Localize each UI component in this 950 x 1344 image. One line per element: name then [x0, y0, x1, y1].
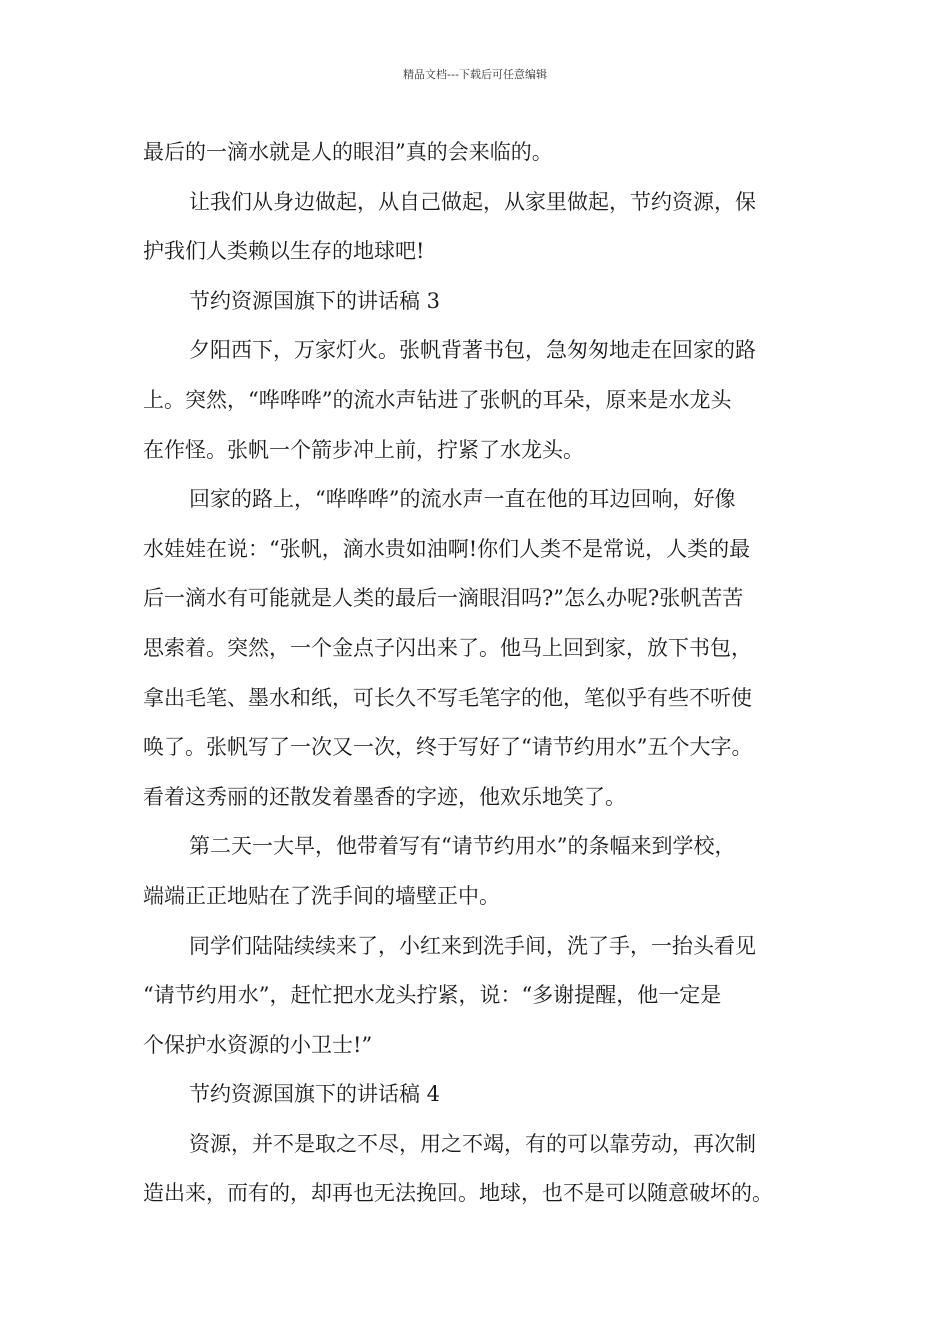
- text-line: 让我们从身边做起，从自己做起，从家里做起，节约资源，保: [189, 189, 756, 214]
- text-line: 第二天一大早，他带着写有“请节约用水”的条幅来到学校，: [189, 834, 736, 859]
- text-line: 拿出毛笔、墨水和纸，可长久不写毛笔字的他，笔似乎有些不听使: [143, 685, 752, 710]
- text-line: 护我们人类赖以生存的地球吧!: [143, 239, 425, 264]
- text-line: 同学们陆陆续续来了，小红来到洗手间，洗了手，一抬头看见: [189, 933, 756, 958]
- text-line: 回家的路上，“哗哗哗”的流水声一直在他的耳边回响，好像: [189, 487, 736, 512]
- text-line: 看着这秀丽的还散发着墨香的字迹，他欢乐地笑了。: [143, 784, 626, 809]
- document-body: [143, 128, 823, 1219]
- text-line: 夕阳西下，万家灯火。张帆背著书包，急匆匆地走在回家的路: [189, 338, 756, 363]
- section-heading: 节约资源国旗下的讲话稿 3: [189, 288, 441, 313]
- text-line: 唤了。张帆写了一次又一次，终于写好了“请节约用水”五个大字。: [143, 735, 753, 760]
- page-header: 精品文档---下载后可任意编辑: [403, 68, 547, 81]
- text-line: 思索着。突然，一个金点子闪出来了。他马上回到家，放下书包，: [143, 635, 752, 660]
- text-line: 最后的一滴水就是人的眼泪”真的会来临的。: [143, 140, 553, 164]
- text-line: 端端正正地贴在了洗手间的墙壁正中。: [143, 883, 500, 908]
- text-line: “请节约用水”，赶忙把水龙头拧紧，说：“多谢提醒，他一定是: [143, 983, 722, 1008]
- text-line: 后一滴水有可能就是人类的最后一滴眼泪吗?”怎么办呢?张帆苦苦: [143, 586, 744, 611]
- text-line: 上。突然，“哗哗哗”的流水声钻进了张帆的耳朵，原来是水龙头: [143, 387, 732, 412]
- section-heading: 节约资源国旗下的讲话稿 4: [189, 1082, 441, 1107]
- text-line: 在作怪。张帆一个箭步冲上前，拧紧了水龙头。: [143, 437, 584, 462]
- text-line: 水娃娃在说：“张帆，滴水贵如油啊!你们人类不是常说，人类的最: [143, 536, 751, 561]
- text-line: 资源，并不是取之不尽，用之不竭，有的可以靠劳动，再次制: [189, 1131, 756, 1156]
- text-line: 造出来，而有的，却再也无法挽回。地球，也不是可以随意破坏的。: [143, 1181, 773, 1206]
- text-line: 个保护水资源的小卫士!”: [143, 1032, 373, 1057]
